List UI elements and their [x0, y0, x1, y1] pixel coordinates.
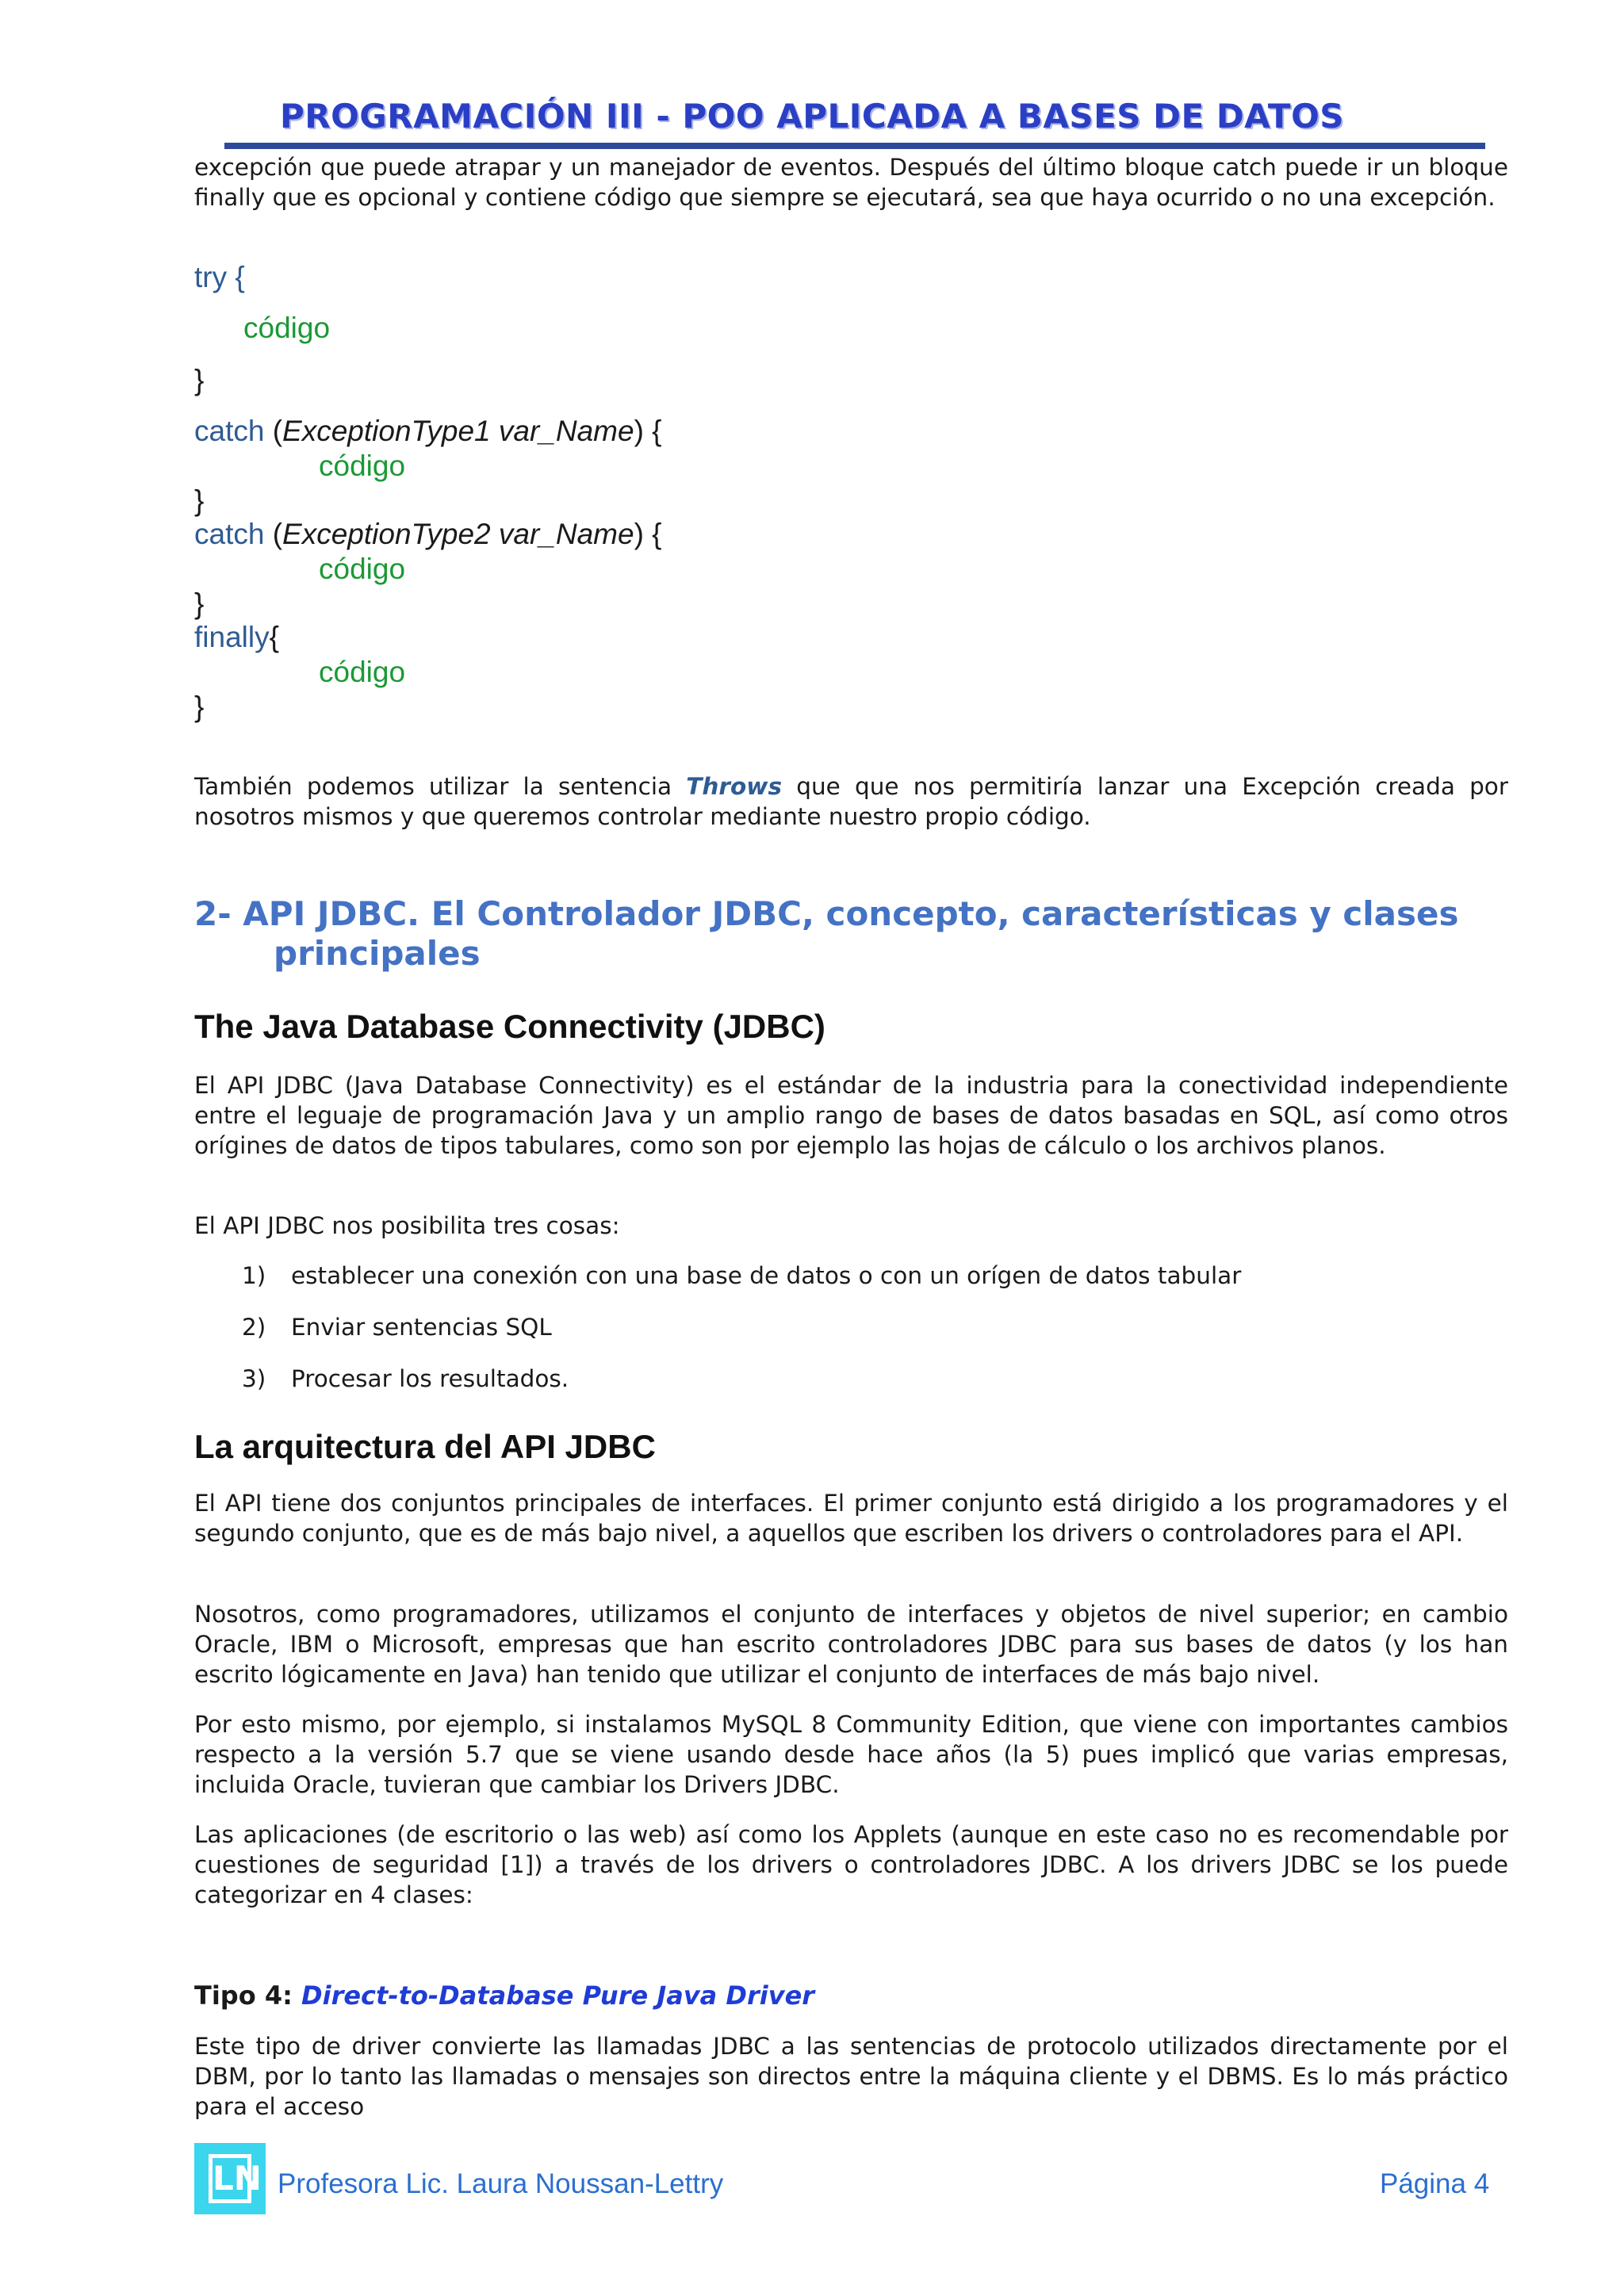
open-brace: {	[269, 621, 279, 653]
arquitectura-heading-block	[194, 1427, 1508, 1467]
list-item-number: 3)	[242, 1365, 266, 1392]
close-brace: }	[194, 691, 205, 723]
close-paren-brace: ) {	[634, 518, 662, 550]
list-item	[242, 1364, 569, 1394]
close-brace: }	[194, 587, 205, 620]
code-body-catch2: código	[319, 553, 406, 585]
logo-letters: LN	[209, 2154, 251, 2203]
code-body-finally: código	[319, 656, 406, 688]
finally-keyword: finally	[194, 621, 270, 653]
arquitectura-p4-block	[194, 1820, 1508, 1910]
tipo4-label: Tipo 4:	[194, 1980, 302, 2011]
list-item-number: 2)	[242, 1314, 266, 1341]
section2-heading-line2: principales	[274, 934, 481, 973]
list-item-text: Enviar sentencias SQL	[291, 1314, 552, 1341]
jdbc-heading: The Java Database Connectivity (JDBC)	[194, 1008, 825, 1045]
arquitectura-paragraph-3: Por esto mismo, por ejemplo, si instalamos MySQL 8 Community Edition, que viene con importantes cambios respecto a la versión 5.7 que se viene usando desde hace años (la 5) pues implicó que varias empresas, incluida Oracle, tuvieran que cambiar los Drivers JDBC.	[194, 1711, 1508, 1798]
jdbc-paragraph-2: El API JDBC nos posibilita tres cosas:	[194, 1212, 620, 1239]
jdbc-paragraph-1: El API JDBC (Java Database Connectivity) es el estándar de la industria para la conectividad independiente entre el leguaje de programación Java y un amplio rango de bases de datos basadas en SQL, así como otros orígines de datos de tipos tabulares, como son por ejemplo las hojas de cálculo o los archivos planos.	[194, 1072, 1508, 1159]
catch-keyword: catch	[194, 415, 265, 447]
code-body-catch1: código	[319, 450, 406, 482]
arquitectura-heading: La arquitectura del API JDBC	[194, 1428, 656, 1465]
arquitectura-p2-block	[194, 1599, 1508, 1689]
jdbc-paragraph2-block	[194, 1211, 1508, 1241]
jdbc-paragraph1-block	[194, 1070, 1508, 1161]
header-title: PROGRAMACIÓN III - POO APLICADA A BASES DE DATOS	[279, 97, 1345, 136]
code-body-try: código	[243, 312, 331, 344]
tipo4-paragraph: Este tipo de driver convierte las llamadas JDBC a las sentencias de protocolo utilizados directamente por el DBM, por lo tanto las llamadas o mensajes son directos entre la máquina cliente y el DBMS. Es lo más práctico para el acceso	[194, 2033, 1508, 2120]
arquitectura-paragraph-1: El API tiene dos conjuntos principales de interfaces. El primer conjunto está dirigido a los programadores y el segundo conjunto, que es de más bajo nivel, a aquellos que escriben los drivers o controladores para el API.	[194, 1490, 1508, 1547]
list-item-text: establecer una conexión con una base de datos o con un orígen de datos tabular	[291, 1262, 1242, 1289]
jdbc-list	[194, 1261, 1508, 1392]
list-item	[242, 1312, 552, 1342]
exception-type-2: ExceptionType2 var_Name	[282, 518, 634, 550]
arquitectura-p3-block	[194, 1709, 1508, 1800]
list-item-text: Procesar los resultados.	[291, 1365, 569, 1392]
list-item-number: 1)	[242, 1262, 266, 1289]
close-paren-brace: ) {	[634, 415, 662, 447]
throws-keyword: Throws	[686, 773, 783, 800]
open-brace: {	[235, 261, 245, 293]
author-logo-icon	[194, 2143, 266, 2214]
code-line-catch2	[194, 517, 662, 552]
throws-block	[194, 771, 1508, 832]
footer-page-number: Página 4	[1380, 2168, 1490, 2199]
open-paren: (	[272, 518, 283, 550]
intro-paragraph: excepción que puede atrapar y un manejador de eventos. Después del último bloque catch puede ir un bloque finally que es opcional y contiene código que siempre se ejecutará, sea que haya ocurrido o no una excepción.	[194, 154, 1508, 211]
catch-keyword: catch	[194, 518, 265, 550]
code-line-try	[194, 260, 245, 295]
close-brace: }	[194, 364, 205, 396]
open-paren: (	[272, 415, 283, 447]
section2-heading-line1: 2- API JDBC. El Controlador JDBC, concepto, características y clases	[194, 894, 1459, 933]
intro-block	[194, 152, 1508, 212]
code-line-finally	[194, 620, 279, 655]
throws-text-before: También podemos utilizar la sentencia	[194, 773, 687, 800]
jdbc-heading-block	[194, 1007, 1508, 1047]
tipo4-name: Direct-to-Database Pure Java Driver	[301, 1980, 815, 2011]
section2-heading-block	[194, 894, 1508, 974]
tipo4-paragraph-block	[194, 2031, 1508, 2122]
try-keyword: try	[194, 261, 228, 293]
tipo4-heading-block	[194, 1978, 1508, 2014]
throws-paragraph	[194, 771, 1508, 832]
arquitectura-paragraph-2: Nosotros, como programadores, utilizamos el conjunto de interfaces y objetos de nivel superior; en cambio Oracle, IBM o Microsoft, empresas que han escrito controladores JDBC para sus bases de datos (y los han escrito lógicamente en Java) han tenido que utilizar el conjunto de interfaces de más bajo nivel.	[194, 1601, 1508, 1688]
footer-author: Profesora Lic. Laura Noussan-Lettry	[278, 2168, 724, 2199]
list-item	[242, 1261, 1241, 1291]
arquitectura-p1-block	[194, 1488, 1508, 1548]
close-brace: }	[194, 484, 205, 517]
throws-text-after: que que nos permitiría lanzar una Excepción creada por nosotros mismos y que queremos controlar mediante nuestro propio código.	[194, 773, 1508, 830]
header-rule	[224, 143, 1485, 149]
code-line-catch1	[194, 414, 662, 449]
exception-type-1: ExceptionType1 var_Name	[282, 415, 634, 447]
tipo4-heading	[194, 1978, 1508, 2014]
arquitectura-paragraph-4: Las aplicaciones (de escritorio o las web) así como los Applets (aunque en este caso no es recomendable por cuestiones de seguridad [1]) a través de los drivers o controladores JDBC. A los drivers JDBC se los puede categorizar en 4 clases:	[194, 1821, 1508, 1908]
